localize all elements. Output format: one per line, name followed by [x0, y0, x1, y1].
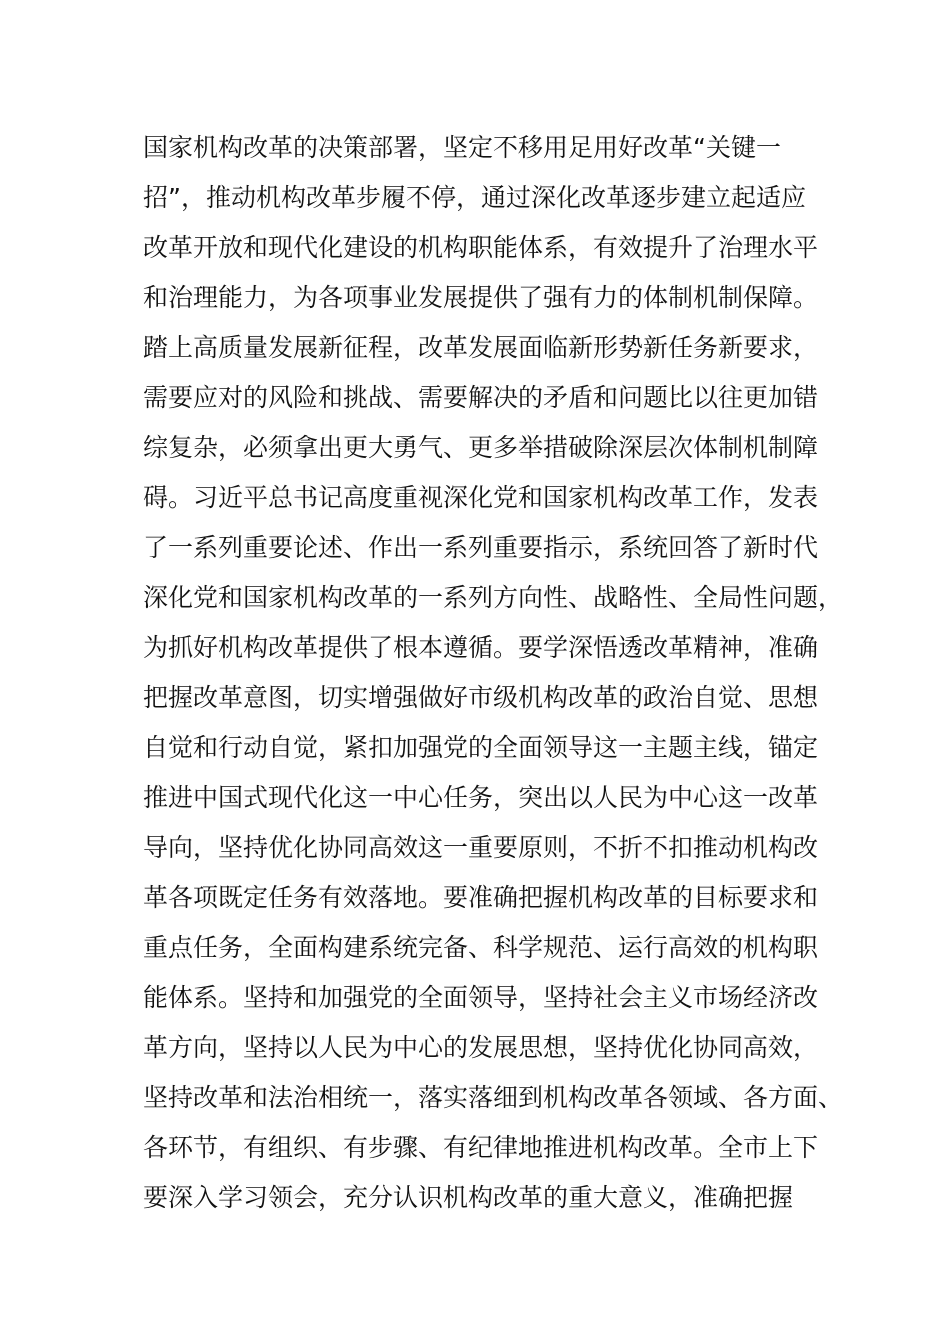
- body-text: [143, 123, 844, 1223]
- text-line: 和治理能力，为各项事业发展提供了强有力的体制机制保障。: [143, 283, 819, 312]
- text-line: 重点任务，全面构建系统完备、科学规范、运行高效的机构职: [143, 933, 819, 962]
- text-line: 自觉和行动自觉，紧扣加强党的全面领导这一主题主线，锚定: [143, 733, 819, 762]
- text-line: 坚持改革和法治相统一，落实落细到机构改革各领域、各方面、: [143, 1083, 844, 1112]
- text-line: 导向，坚持优化协同高效这一重要原则，不折不扣推动机构改: [143, 833, 819, 862]
- text-line: 各环节，有组织、有步骤、有纪律地推进机构改革。全市上下: [143, 1133, 819, 1162]
- text-line: 把握改革意图，切实增强做好市级机构改革的政治自觉、思想: [143, 683, 819, 712]
- text-line: 为抓好机构改革提供了根本遵循。要学深悟透改革精神，准确: [143, 633, 819, 662]
- text-line: 要深入学习领会，充分认识机构改革的重大意义，准确把握: [143, 1183, 794, 1212]
- text-line: 推进中国式现代化这一中心任务，突出以人民为中心这一改革: [143, 783, 819, 812]
- text-line: 综复杂，必须拿出更大勇气、更多举措破除深层次体制机制障: [143, 433, 819, 462]
- text-line: 革各项既定任务有效落地。要准确把握机构改革的目标要求和: [143, 883, 819, 912]
- text-line: 了一系列重要论述、作出一系列重要指示，系统回答了新时代: [143, 533, 819, 562]
- text-line: 革方向，坚持以人民为中心的发展思想，坚持优化协同高效，: [143, 1033, 819, 1062]
- text-line: 碍。习近平总书记高度重视深化党和国家机构改革工作，发表: [143, 483, 819, 512]
- text-line: 招”，推动机构改革步履不停，通过深化改革逐步建立起适应: [143, 183, 806, 212]
- text-line: 深化党和国家机构改革的一系列方向性、战略性、全局性问题，: [143, 583, 844, 612]
- text-line: 国家机构改革的决策部署，坚定不移用足用好改革“关键一: [143, 133, 781, 162]
- text-line: 需要应对的风险和挑战、需要解决的矛盾和问题比以往更加错: [143, 383, 819, 412]
- text-line: 踏上高质量发展新征程，改革发展面临新形势新任务新要求，: [143, 333, 819, 362]
- text-line: 改革开放和现代化建设的机构职能体系，有效提升了治理水平: [143, 233, 819, 262]
- text-line: 能体系。坚持和加强党的全面领导，坚持社会主义市场经济改: [143, 983, 819, 1012]
